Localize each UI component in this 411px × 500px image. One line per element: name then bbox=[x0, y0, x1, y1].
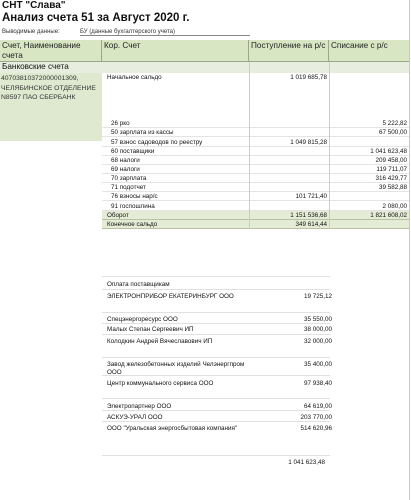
table-row bbox=[102, 211, 409, 220]
supplier-name: Колодкин Андрей Вячеславович ИП bbox=[107, 338, 213, 345]
table-row bbox=[102, 220, 409, 229]
supplier-amount: 514 620,96 bbox=[300, 425, 332, 432]
row-debit: 1 019 685,78 bbox=[290, 74, 327, 81]
table-row bbox=[102, 128, 409, 137]
supplier-row bbox=[107, 326, 332, 335]
row-credit: 67 500,00 bbox=[378, 129, 407, 136]
supplier-name: АСКУЭ-УРАЛ ООО bbox=[107, 414, 163, 421]
row-credit: 119 711,07 bbox=[376, 166, 407, 173]
row-divider bbox=[102, 455, 330, 456]
supplier-name: Центр коммунального сервиса ООО bbox=[107, 380, 214, 387]
supplier-amount: 38 000,00 bbox=[303, 326, 332, 333]
row-corr-account: 76 взносы нар/с bbox=[111, 193, 158, 200]
header-credit: Списание с р/с bbox=[329, 40, 409, 62]
report-table bbox=[0, 40, 409, 294]
table-row bbox=[102, 183, 409, 192]
table-row bbox=[102, 73, 409, 119]
row-corr-account: Конечное сальдо bbox=[107, 221, 158, 228]
header-debit: Поступление на р/с bbox=[249, 40, 329, 62]
row-corr-account: 50 зарплата из кассы bbox=[111, 129, 174, 136]
supplier-name: Электропартнер ООО bbox=[107, 403, 172, 410]
header-account: Счет, Наименование счета bbox=[0, 40, 102, 62]
supplier-row bbox=[107, 338, 332, 347]
row-corr-account: Начальное сальдо bbox=[107, 74, 162, 81]
row-credit: 1 041 623,48 bbox=[370, 148, 407, 155]
row-divider bbox=[102, 357, 330, 358]
row-debit: 1 049 815,28 bbox=[290, 139, 327, 146]
row-debit: 349 614,44 bbox=[295, 221, 327, 228]
supplier-name: Завод железобетонных изделий Челэнергпром ООО bbox=[107, 361, 245, 377]
column-divider bbox=[249, 62, 250, 229]
supplier-amount: 97 938,40 bbox=[303, 380, 332, 387]
row-credit: 1 821 608,02 bbox=[370, 212, 407, 219]
table-row bbox=[102, 119, 409, 128]
table-row bbox=[102, 202, 409, 211]
header-corr-account: Кор. Счет bbox=[102, 40, 249, 62]
supplier-amount: 1 041 623,48 bbox=[288, 459, 325, 466]
row-credit: 39 582,88 bbox=[378, 184, 407, 191]
row-corr-account: 71 подотчет bbox=[111, 184, 146, 191]
supplier-row bbox=[107, 281, 332, 290]
row-debit: 1 151 536,68 bbox=[290, 212, 327, 219]
supplier-amount: 35 400,00 bbox=[303, 361, 332, 368]
row-corr-account: Оборот bbox=[107, 212, 129, 219]
row-corr-account: 57 взнос садоводов по реестру bbox=[111, 139, 203, 146]
supplier-amount: 32 000,00 bbox=[303, 338, 332, 345]
bank-account-name: 40703810372000001309, ЧЕЛЯБИНСКОЕ ОТДЕЛЕНИЕ N8597 ПАО СБЕРБАНК bbox=[0, 73, 102, 141]
organization-name: СНТ "Слава" bbox=[2, 0, 66, 11]
row-corr-account: 91 госпошлина bbox=[111, 203, 155, 210]
row-divider bbox=[102, 398, 330, 399]
page-edge-divider bbox=[409, 0, 410, 500]
table-row bbox=[102, 165, 409, 174]
row-credit: 2 080,00 bbox=[382, 203, 407, 210]
row-corr-account: 60 поставщики bbox=[111, 148, 155, 155]
row-corr-account: 69 налоги bbox=[111, 166, 140, 173]
supplier-name: ООО "Уральская энергосбытовая компания" bbox=[107, 425, 238, 432]
supplier-name: ЭЛЕКТРОНПРИБОР ЕКАТЕРИНБУРГ ООО bbox=[107, 293, 234, 300]
supplier-name: Малых Степан Сергеевич ИП bbox=[107, 326, 194, 333]
row-credit: 5 222,82 bbox=[382, 120, 407, 127]
row-corr-account: 68 налоги bbox=[111, 157, 140, 164]
supplier-amount: 64 619,00 bbox=[303, 403, 332, 410]
row-divider bbox=[102, 276, 330, 277]
column-divider bbox=[329, 62, 330, 229]
supplier-row bbox=[107, 316, 332, 325]
table-row bbox=[102, 192, 409, 201]
table-row bbox=[102, 147, 409, 156]
bank-section-label: Банковские счета bbox=[0, 62, 409, 73]
supplier-row bbox=[107, 425, 332, 445]
row-debit: 101 721,40 bbox=[295, 193, 327, 200]
report-title: Анализ счета 51 за Август 2020 г. bbox=[2, 12, 190, 24]
supplier-amount: 35 550,00 bbox=[303, 316, 332, 323]
table-row bbox=[102, 138, 409, 147]
table-row bbox=[102, 156, 409, 165]
supplier-row bbox=[107, 403, 332, 412]
supplier-row bbox=[107, 293, 332, 313]
report-params bbox=[0, 29, 411, 38]
table-row bbox=[102, 174, 409, 183]
supplier-amount: 203 770,00 bbox=[300, 414, 332, 421]
row-credit: 209 458,00 bbox=[375, 157, 407, 164]
supplier-row bbox=[107, 459, 332, 468]
supplier-amount: 19 725,12 bbox=[303, 293, 332, 300]
supplier-row bbox=[107, 361, 332, 381]
row-corr-account: 26 рко bbox=[111, 120, 130, 127]
supplier-name: Спецэнергоресурс ООО bbox=[107, 316, 178, 323]
row-corr-account: 70 зарплата bbox=[111, 175, 147, 182]
supplier-row bbox=[107, 414, 332, 423]
params-value: БУ (данные бухгалтерского учета) bbox=[80, 29, 250, 36]
row-credit: 316 429,77 bbox=[375, 175, 407, 182]
params-label: Выводимые данные: bbox=[2, 29, 60, 35]
supplier-row bbox=[107, 380, 332, 389]
supplier-name: Оплата поставщикам bbox=[107, 281, 170, 288]
